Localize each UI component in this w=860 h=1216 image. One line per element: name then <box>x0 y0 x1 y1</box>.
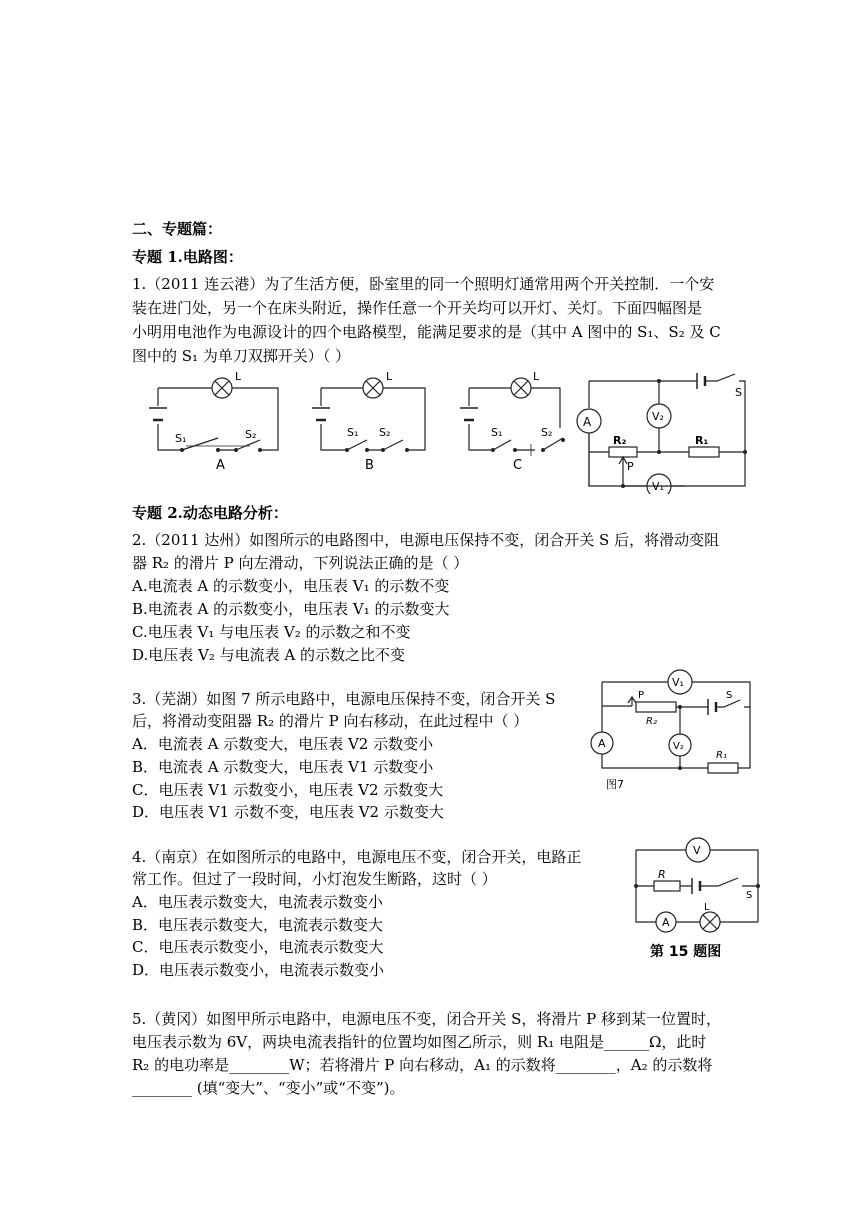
q1-circuit-a <box>140 368 290 473</box>
figure-caption: A <box>216 458 225 473</box>
q4-option-b: B．电压表示数变大，电流表示数变大 <box>132 916 384 934</box>
q1-circuit-b <box>303 368 453 473</box>
slider-label: P <box>638 690 645 701</box>
q4-line: 4.（南京）在如图所示的电路中，电源电压不变，闭合开关，电路正 <box>132 848 582 866</box>
ammeter-label: A <box>583 415 592 429</box>
q3-line: 3.（芜湖）如图 7 所示电路中，电源电压保持不变，闭合开关 S <box>132 690 556 708</box>
q1-line: 1.（2011 连云港）为了生活方便，卧室里的同一个照明灯通常用两个开关控制．一个安 <box>132 275 715 293</box>
r2-label: R₂ <box>646 716 657 727</box>
q4-option-d: D．电压表示数变小，电流表示数变小 <box>132 961 385 979</box>
topic1-title: 专题 1.电路图： <box>132 248 243 266</box>
figure-caption: 图7 <box>606 778 624 791</box>
figure-caption: 第 15 题图 <box>650 944 722 960</box>
q1-line: 图中的 S₁ 为单刀双掷开关）（ ） <box>132 347 351 365</box>
v2-label: V₂ <box>652 410 664 423</box>
switch-label: S <box>746 890 753 901</box>
lamp-label: L <box>386 370 393 383</box>
s1-label: S₁ <box>491 426 503 439</box>
lamp-label: L <box>533 370 540 383</box>
figure-caption: C <box>513 458 523 473</box>
q5-line: 5.（黄冈）如图甲所示电路中，电源电压不变，闭合开关 S，将滑片 P 移到某一位置时， <box>132 1010 721 1028</box>
s2-label: S₂ <box>245 428 257 441</box>
figure-caption: B <box>365 458 374 473</box>
q2-circuit <box>575 366 755 494</box>
v2-label: V₂ <box>673 741 684 752</box>
q3-line: 后，将滑动变阻器 R₂ 的滑片 P 向右移动，在此过程中（ ） <box>132 712 529 730</box>
q2-option-c: C.电压表 V₁ 与电压表 V₂ 的示数之和不变 <box>132 623 411 641</box>
q2-option-d: D.电压表 V₂ 与电流表 A 的示数之比不变 <box>132 646 406 664</box>
lamp-label: L <box>704 902 710 913</box>
q5-line: 电压表示数为 6V，两块电流表指针的位置均如图乙所示，则 R₁ 电阻是______Ω，此时 <box>132 1033 707 1051</box>
q5-line: ________ (填“变大”、“变小”或“不变”)。 <box>132 1079 405 1097</box>
q3-circuit <box>588 662 758 792</box>
q4-circuit <box>628 836 768 966</box>
r1-label: R₁ <box>695 434 709 447</box>
s2-label: S₂ <box>379 426 391 439</box>
topic2-title: 专题 2.动态电路分析： <box>132 504 288 522</box>
q3-option-a: A．电流表 A 示数变大，电压表 V2 示数变小 <box>132 735 434 753</box>
q3-option-c: C．电压表 V1 示数变小，电压表 V2 示数变大 <box>132 781 444 799</box>
section-title: 二、专题篇： <box>132 220 223 238</box>
ammeter-label: A <box>598 737 606 750</box>
q3-option-d: D．电压表 V1 示数不变，电压表 V2 示数变大 <box>132 803 444 821</box>
q1-line: 小明用电池作为电源设计的四个电路模型，能满足要求的是（其中 A 图中的 S₁、S₂ 及 C <box>132 323 721 341</box>
slider-label: P <box>627 460 634 473</box>
q4-option-c: C．电压表示数变小，电流表示数变大 <box>132 938 384 956</box>
q2-option-b: B.电流表 A 的示数变小，电压表 V₁ 的示数变大 <box>132 600 450 618</box>
q1-circuit-c <box>455 368 580 478</box>
lamp-label: L <box>235 370 242 383</box>
q2-line: 2.（2011 达州）如图所示的电路图中，电源电压保持不变，闭合开关 S 后，将滑动变阻 <box>132 531 720 549</box>
s1-label: S₁ <box>175 432 187 445</box>
voltmeter-label: V <box>693 844 701 857</box>
r2-label: R₂ <box>613 434 627 447</box>
resistor-label: R <box>658 868 666 881</box>
s1-label: S₁ <box>347 426 359 439</box>
q3-option-b: B．电流表 A 示数变大，电压表 V1 示数变小 <box>132 758 434 776</box>
q5-line: R₂ 的电功率是________W；若将滑片 P 向右移动，A₁ 的示数将________，A₂ 的示数将 <box>132 1056 713 1074</box>
ammeter-label: A <box>662 916 670 929</box>
switch-label: S <box>726 690 733 701</box>
q2-option-a: A.电流表 A 的示数变小，电压表 V₁ 的示数不变 <box>132 577 450 595</box>
q2-line: 器 R₂ 的滑片 P 向左滑动，下列说法正确的是（ ） <box>132 554 469 572</box>
q4-line: 常工作。但过了一段时间，小灯泡发生断路，这时（ ） <box>132 870 497 888</box>
switch-label: S <box>735 386 742 399</box>
q1-line: 装在进门处，另一个在床头附近，操作任意一个开关均可以开灯、关灯。下面四幅图是 <box>132 299 703 317</box>
s2-label: S₂ <box>541 426 553 439</box>
v1-label: V₁ <box>652 480 664 493</box>
r1-label: R₁ <box>716 750 727 761</box>
q4-option-a: A．电压表示数变大，电流表示数变小 <box>132 893 383 911</box>
v1-label: V₁ <box>672 676 684 689</box>
